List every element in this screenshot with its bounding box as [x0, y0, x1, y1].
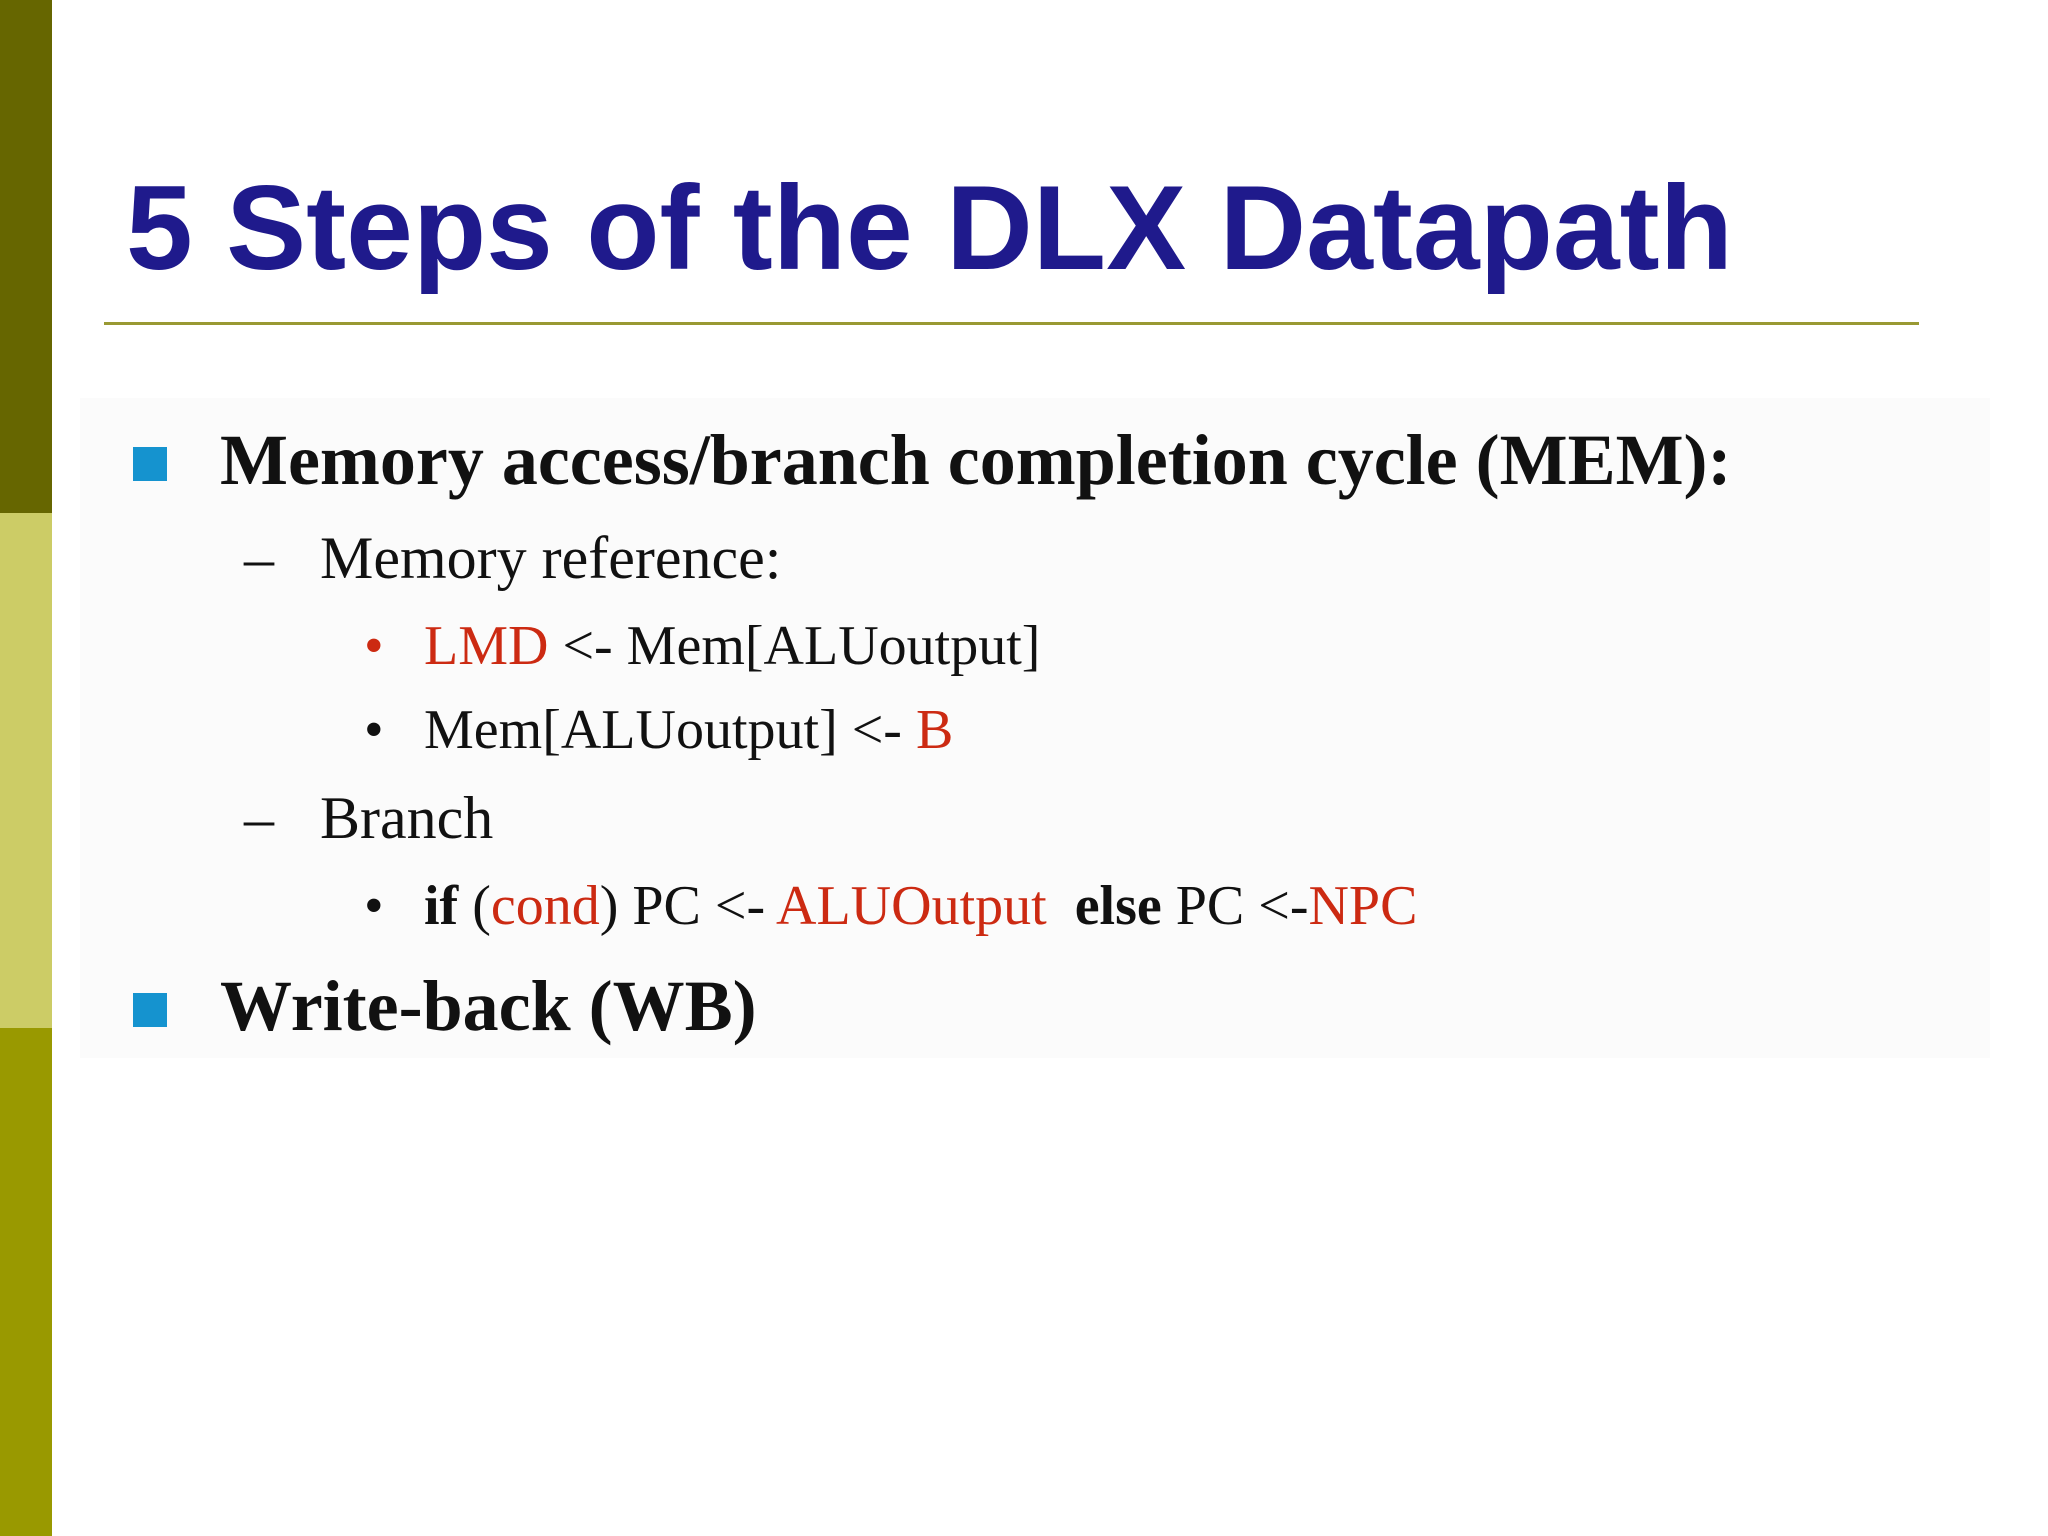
- else-keyword: else: [1074, 875, 1162, 937]
- dash-bullet-icon: –: [244, 785, 274, 851]
- left-band-bottom: [0, 1028, 52, 1536]
- dot-bullet-icon: •: [364, 615, 384, 677]
- left-band-middle: [0, 513, 52, 1028]
- lmd-token: LMD: [424, 615, 549, 677]
- pc-assign: ) PC <-: [599, 875, 777, 937]
- square-bullet-icon: [133, 447, 167, 481]
- dash-bullet-icon: –: [244, 525, 274, 591]
- aluoutput-token: ALUOutput: [776, 875, 1047, 937]
- b-token: B: [915, 699, 954, 761]
- cond-token: cond: [490, 875, 600, 937]
- if-keyword: if: [424, 875, 459, 937]
- dot-bullet-icon: •: [364, 875, 384, 937]
- branch-statement: [424, 875, 1418, 937]
- slide-title: 5 Steps of the DLX Datapath: [126, 161, 1733, 295]
- pc-assign-else: PC <-: [1161, 875, 1309, 937]
- dot-bullet-icon: •: [364, 699, 384, 761]
- memory-reference-label: Memory reference:: [320, 525, 782, 591]
- load-statement: [424, 615, 1041, 677]
- open-paren: (: [458, 875, 491, 937]
- square-bullet-icon: [133, 993, 167, 1027]
- spacer: [1047, 875, 1075, 937]
- title-divider: [104, 322, 1919, 325]
- load-expression: <- Mem[ALUoutput]: [548, 615, 1041, 677]
- left-band-top: [0, 0, 52, 513]
- wb-heading: Write-back (WB): [220, 966, 757, 1046]
- mem-heading: Memory access/branch completion cycle (MEM):: [220, 420, 1732, 500]
- npc-token: NPC: [1308, 875, 1418, 937]
- branch-label: Branch: [320, 785, 494, 851]
- store-statement: [424, 699, 954, 761]
- store-expression: Mem[ALUoutput] <-: [424, 699, 916, 761]
